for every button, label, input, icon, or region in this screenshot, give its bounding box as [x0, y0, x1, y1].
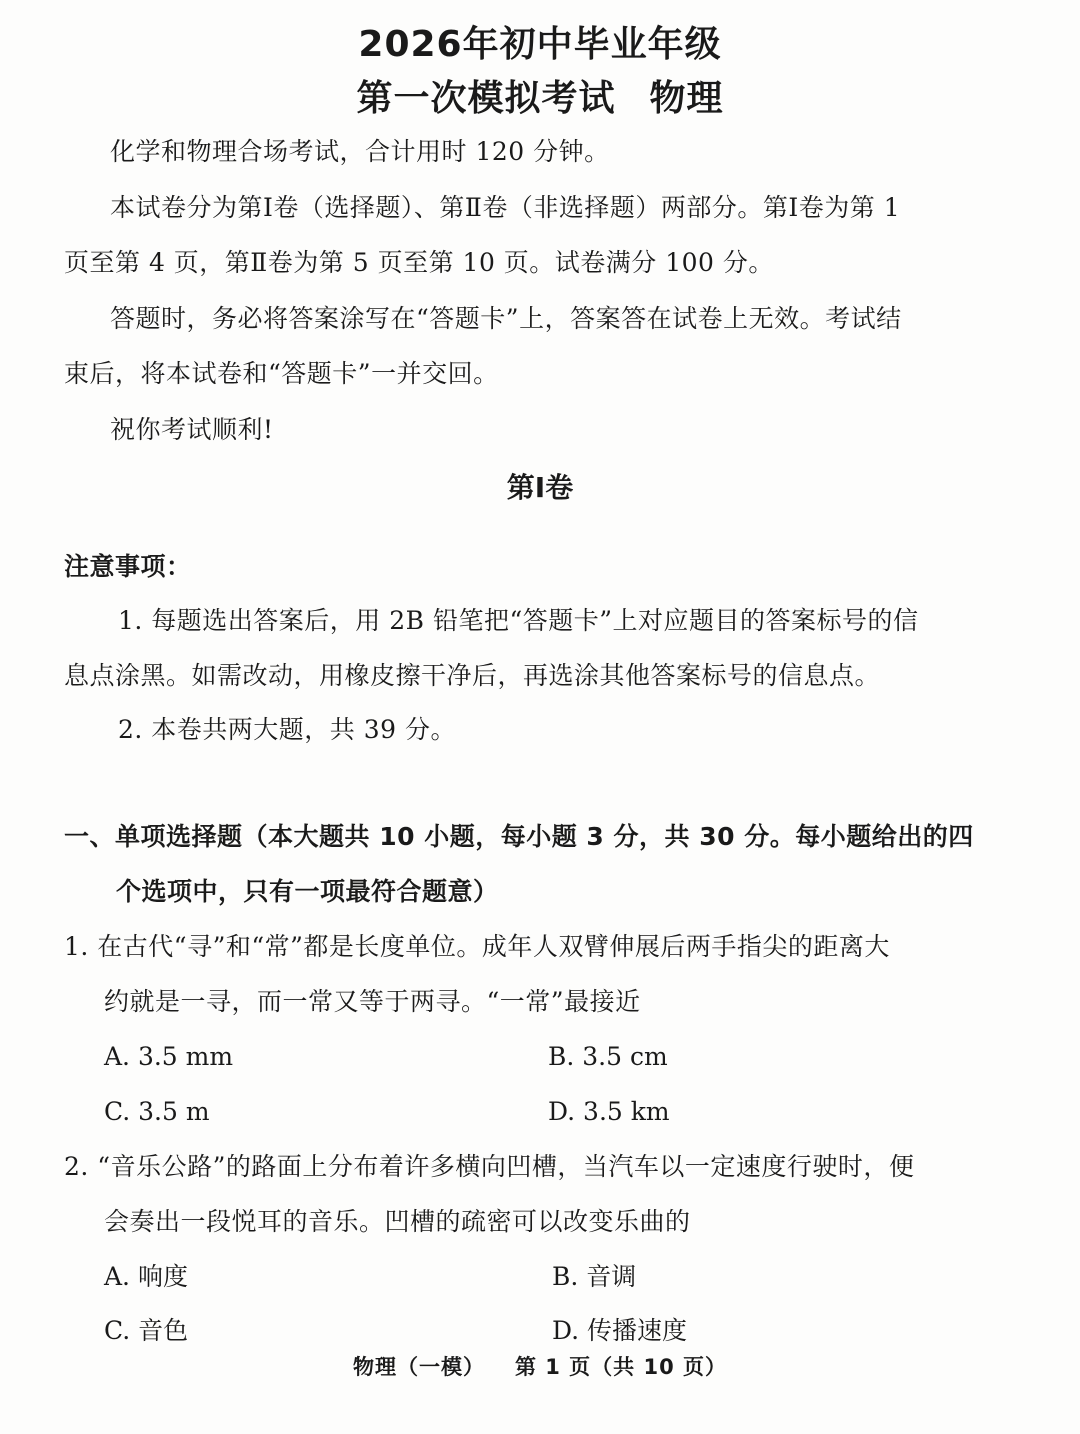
footer-page-number: 第 1 页（共 10 页） [514, 1355, 728, 1379]
part1-heading-line2: 个选项中，只有一项最符合题意） [116, 877, 499, 906]
intro-answer-line2: 束后，将本试卷和“答题卡”一并交回。 [64, 359, 499, 388]
intro-wish: 祝你考试顺利! [110, 415, 274, 444]
question-2-option-c: C. 音色 [104, 1316, 189, 1345]
exam-title: 2026年初中毕业年级 [358, 24, 722, 65]
intro-structure-line1: 本试卷分为第Ⅰ卷（选择题）、第Ⅱ卷（非选择题）两部分。第Ⅰ卷为第 1 [110, 193, 901, 222]
intro-time: 化学和物理合场考试，合计用时 120 分钟。 [110, 137, 610, 166]
exam-subtitle [0, 74, 1080, 124]
question-2-stem-line1: 2. “音乐公路”的路面上分布着许多横向凹槽，当汽车以一定速度行驶时，便 [64, 1152, 915, 1181]
intro-answer-line1: 答题时，务必将答案涂写在“答题卡”上，答案答在试卷上无效。考试结 [110, 304, 902, 333]
notes-heading: 注意事项： [64, 552, 192, 581]
section-title: 第Ⅰ卷 [506, 471, 574, 504]
exam-subtitle-name: 第一次模拟考试 [356, 78, 616, 119]
exam-subject: 物理 [649, 78, 724, 119]
note-1-line2: 息点涂黑。如需改动，用橡皮擦干净后，再选涂其他答案标号的信息点。 [64, 661, 881, 690]
question-1-option-b: B. 3.5 cm [548, 1042, 668, 1071]
question-2-option-a: A. 响度 [104, 1262, 188, 1291]
question-1-option-c: C. 3.5 m [104, 1097, 210, 1126]
question-1-option-d: D. 3.5 km [548, 1097, 670, 1126]
note-2: 2. 本卷共两大题，共 39 分。 [118, 715, 457, 744]
footer-subject: 物理（一模） [352, 1355, 485, 1379]
intro-structure-line2: 页至第 4 页，第Ⅱ卷为第 5 页至第 10 页。试卷满分 100 分。 [64, 248, 774, 277]
part1-heading-line1: 一、单项选择题（本大题共 10 小题，每小题 3 分，共 30 分。每小题给出的四 [64, 822, 974, 851]
question-2-stem-line2: 会奏出一段悦耳的音乐。凹槽的疏密可以改变乐曲的 [104, 1207, 691, 1236]
page-footer [0, 1352, 1080, 1382]
question-1-stem-line2: 约就是一寻，而一常又等于两寻。“一常”最接近 [104, 987, 641, 1016]
question-1-stem-line1: 1. 在古代“寻”和“常”都是长度单位。成年人双臂伸展后两手指尖的距离大 [64, 932, 890, 961]
note-1-line1: 1. 每题选出答案后，用 2B 铅笔把“答题卡”上对应题目的答案标号的信 [118, 606, 919, 635]
question-2-option-d: D. 传播速度 [552, 1316, 688, 1345]
question-1-option-a: A. 3.5 mm [104, 1042, 234, 1071]
question-2-option-b: B. 音调 [552, 1262, 637, 1291]
